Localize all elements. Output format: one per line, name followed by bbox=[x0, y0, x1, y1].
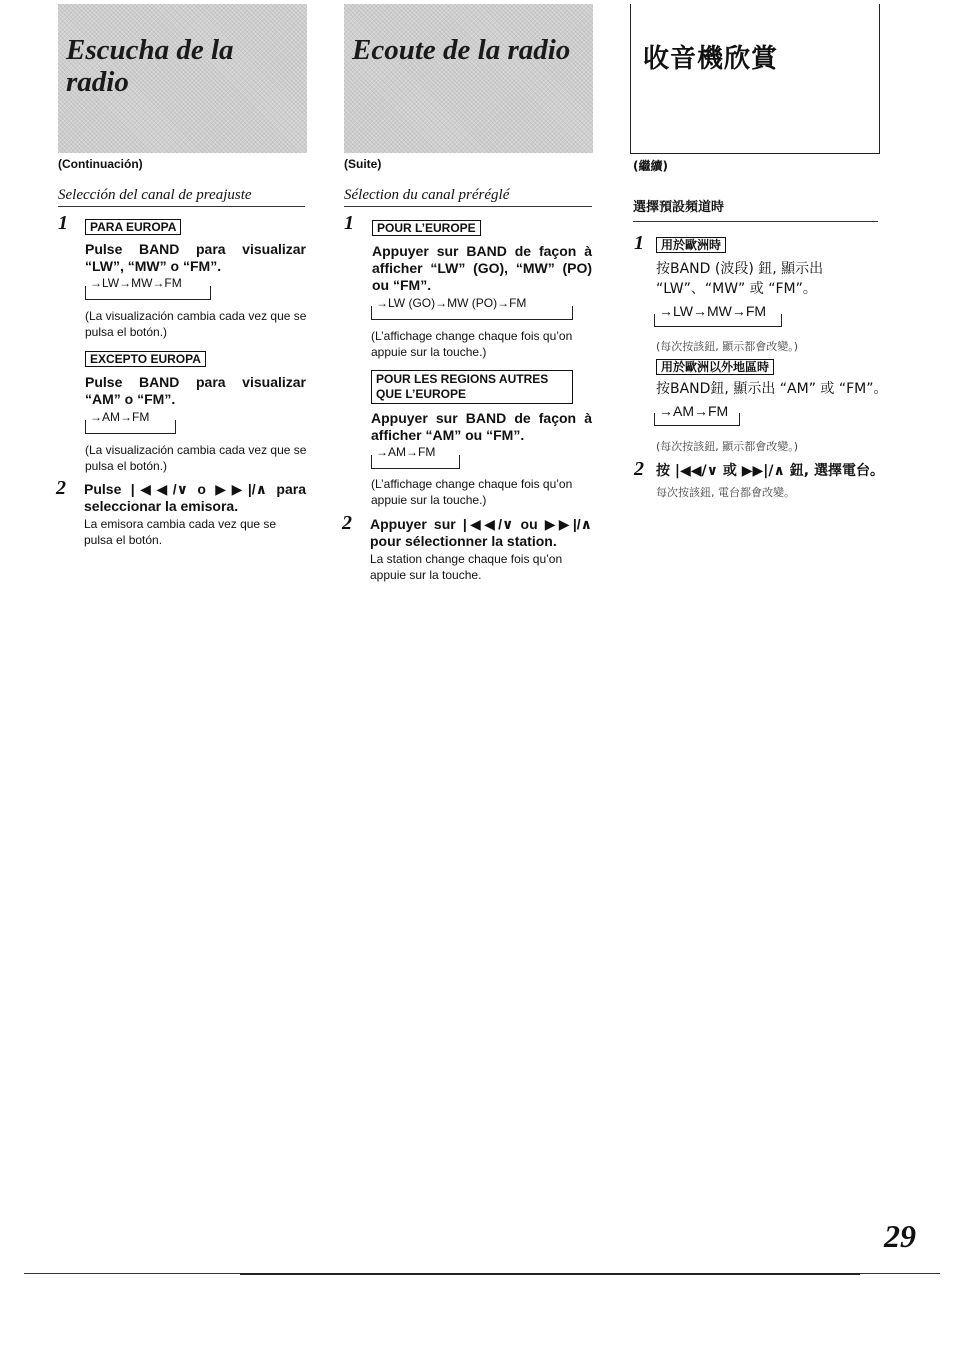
es-sequence-loop-2 bbox=[85, 420, 176, 434]
fr-instruction-band-lw-mw-fm: Appuyer sur BAND de façon à afficher “LW” (GO), “MW” (PO) ou “FM”. bbox=[372, 243, 592, 293]
fr-page-title: Ecoute de la radio bbox=[352, 34, 571, 66]
fr-tag-pour-leurope: POUR L’EUROPE bbox=[372, 220, 481, 236]
footer-rule-thick bbox=[240, 1273, 860, 1275]
fr-tag-autres-regions-line2: QUE L’EUROPE bbox=[376, 387, 467, 401]
zh-continued-label: (繼續) bbox=[633, 159, 668, 173]
es-section-heading: Selección del canal de preajuste bbox=[58, 187, 305, 207]
es-note-3: La emisora cambia cada vez que se pulsa el botón. bbox=[84, 517, 277, 547]
es-instruction-band-lw-mw-fm: Pulse BAND para visualizar “LW”, “MW” o “FM”. bbox=[85, 241, 306, 274]
fr-sequence-loop-2 bbox=[371, 455, 460, 469]
zh-note-1: (每次按該鈕, 顯示都會改變。) bbox=[656, 340, 799, 353]
zh-section-heading: 選擇預設頻道時 bbox=[633, 196, 878, 222]
fr-step-2-number: 2 bbox=[342, 512, 352, 534]
zh-tag-europe: 用於歐洲時 bbox=[656, 237, 726, 253]
fr-section-heading: Sélection du canal préréglé bbox=[344, 187, 592, 207]
es-sequence-lw-mw-fm: →LW→MW→FM bbox=[90, 276, 182, 290]
es-title-banner bbox=[58, 4, 307, 153]
zh-title-box bbox=[630, 4, 880, 154]
fr-step-1-number: 1 bbox=[344, 212, 354, 234]
es-instruction-select-station: Pulse |◀◀/∨ o ▶▶|/∧ para seleccionar la emisora. bbox=[84, 481, 306, 514]
zh-page-title: 收音機欣賞 bbox=[643, 44, 779, 74]
zh-step-2-number: 2 bbox=[634, 458, 644, 480]
es-page-title: Escucha de la radio bbox=[66, 34, 234, 98]
zh-instruction-band-am-fm: 按BAND鈕, 顯示出 “AM” 或 “FM”。 bbox=[656, 381, 888, 397]
zh-step-1-number: 1 bbox=[634, 232, 644, 254]
zh-note-2: (每次按該鈕, 顯示都會改變。) bbox=[656, 440, 799, 453]
es-continued-label: (Continuación) bbox=[58, 157, 143, 171]
fr-instruction-band-am-fm: Appuyer sur BAND de façon à afficher “AM” ou “FM”. bbox=[371, 410, 592, 443]
zh-sequence-loop-2 bbox=[654, 413, 740, 426]
fr-sequence-lw-mw-fm: →LW (GO)→MW (PO)→FM bbox=[376, 296, 527, 310]
page-number: 29 bbox=[884, 1218, 916, 1254]
fr-tag-autres-regions-line1: POUR LES REGIONS AUTRES bbox=[376, 372, 549, 386]
zh-instruction-select-station: 按 |◀◀/∨ 或 ▶▶|/∧ 鈕, 選擇電台。 bbox=[656, 463, 884, 479]
fr-sequence-am-fm: →AM→FM bbox=[376, 445, 436, 459]
zh-instruction-band-lw-mw-fm: 按BAND (波段) 鈕, 顯示出 “LW”、“MW” 或 “FM”。 bbox=[656, 261, 824, 297]
fr-note-1: (L’affichage change chaque fois qu’on appuie sur la touche.) bbox=[371, 329, 573, 359]
zh-sequence-am-fm: →AM→FM bbox=[659, 403, 729, 419]
es-step-1-number: 1 bbox=[58, 212, 68, 234]
es-note-1: (La visualización cambia cada vez que se pulsa el botón.) bbox=[85, 309, 307, 339]
es-step-2-number: 2 bbox=[56, 477, 66, 499]
fr-title-banner bbox=[344, 4, 593, 153]
es-sequence-am-fm: →AM→FM bbox=[90, 410, 150, 424]
zh-tag-outside-europe: 用於歐洲以外地區時 bbox=[656, 359, 774, 375]
fr-continued-label: (Suite) bbox=[344, 157, 382, 171]
es-tag-para-europa: PARA EUROPA bbox=[85, 219, 181, 235]
zh-note-3: 每次按該鈕, 電台都會改變。 bbox=[656, 486, 795, 499]
fr-sequence-loop-1 bbox=[371, 306, 573, 320]
fr-instruction-select-station: Appuyer sur |◀◀/∨ ou ▶▶|/∧ pour sélectionner la station. bbox=[370, 516, 592, 549]
es-note-2: (La visualización cambia cada vez que se pulsa el botón.) bbox=[85, 443, 307, 473]
fr-note-2: (L’affichage change chaque fois qu’on appuie sur la touche.) bbox=[371, 477, 573, 507]
fr-tag-autres-regions bbox=[371, 370, 573, 404]
zh-sequence-loop-1 bbox=[654, 314, 782, 327]
zh-sequence-lw-mw-fm: →LW→MW→FM bbox=[659, 303, 767, 319]
es-sequence-loop-1 bbox=[85, 286, 211, 300]
es-tag-excepto-europa: EXCEPTO EUROPA bbox=[85, 351, 206, 367]
es-instruction-band-am-fm: Pulse BAND para visualizar “AM” o “FM”. bbox=[85, 374, 306, 407]
fr-note-3: La station change chaque fois qu’on appuie sur la touche. bbox=[370, 552, 563, 582]
